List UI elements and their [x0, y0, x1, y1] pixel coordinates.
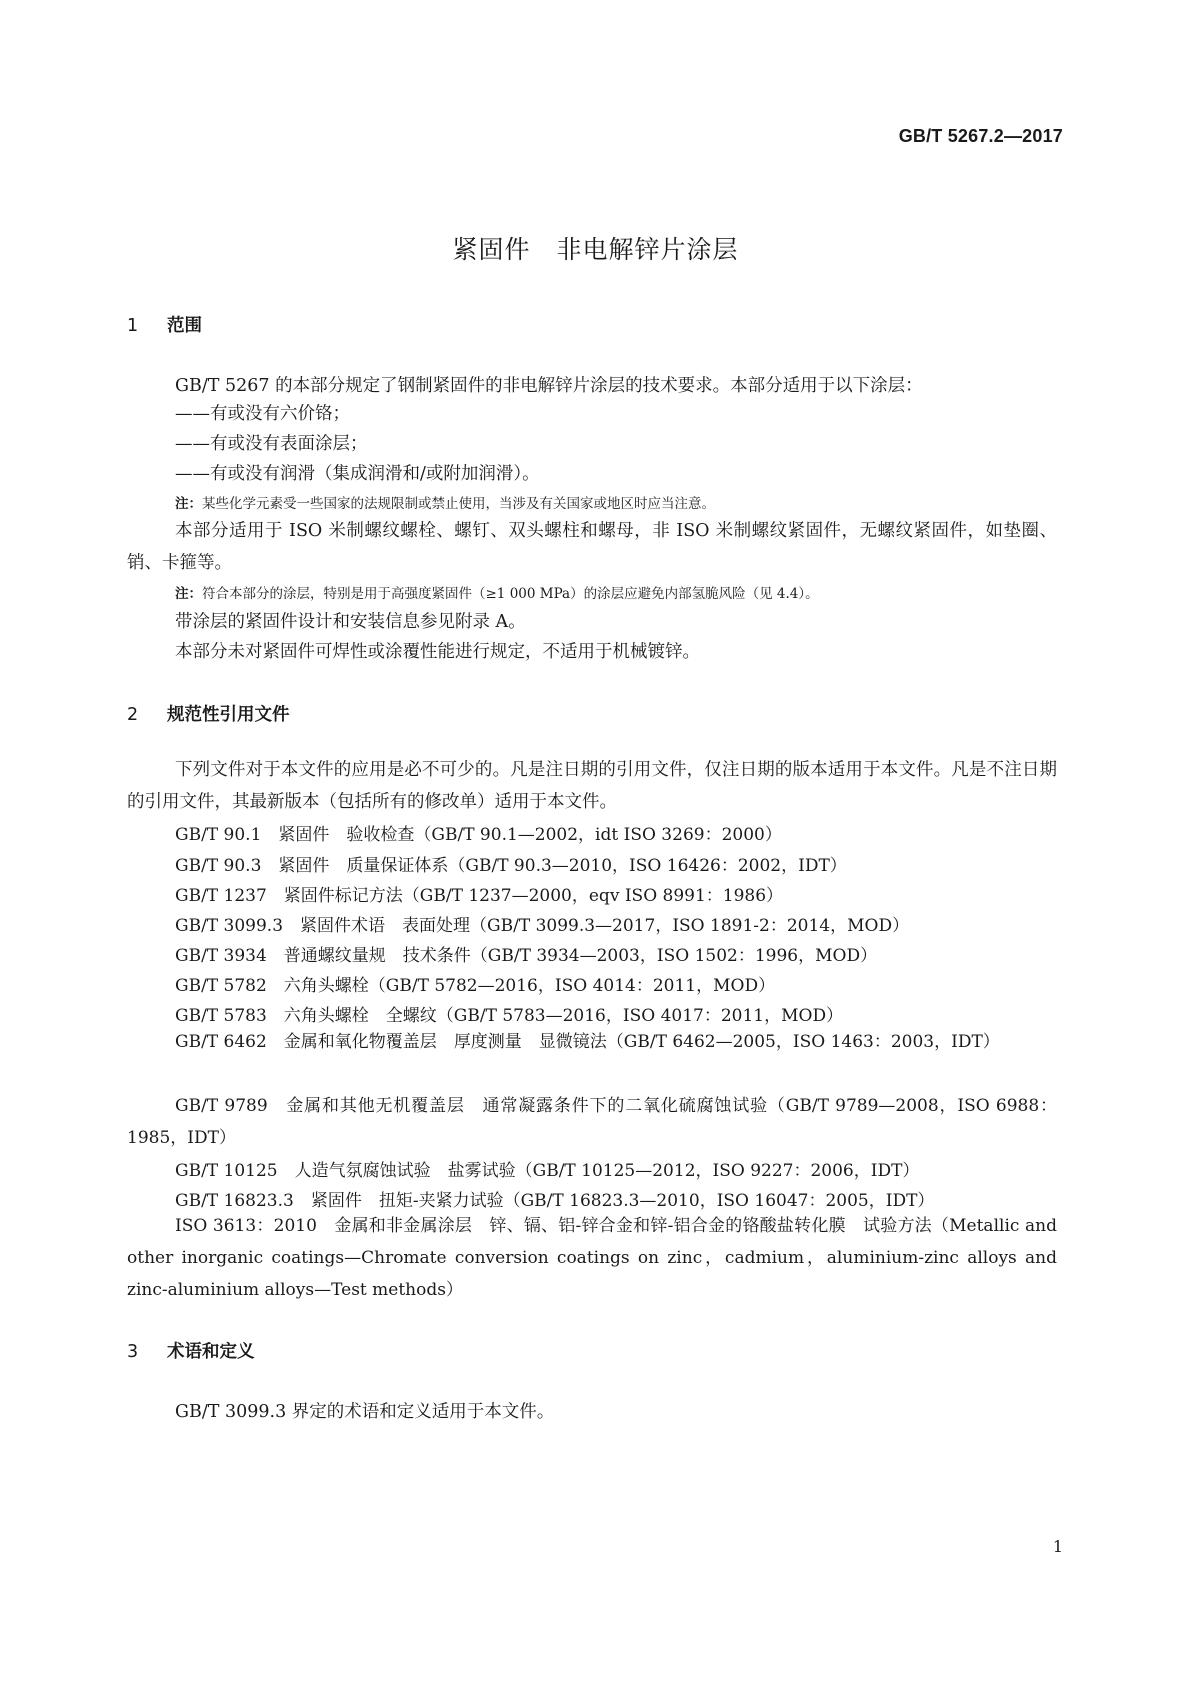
- section-title: 术语和定义: [167, 1342, 255, 1362]
- scope-paragraph: 本部分适用于 ISO 米制螺纹螺栓、螺钉、双头螺柱和螺母，非 ISO 米制螺纹紧固件，无螺纹紧固件，如垫圈、销、卡箍等。: [127, 521, 1057, 573]
- page-number: 1: [1052, 1537, 1063, 1556]
- section-title: 规范性引用文件: [167, 705, 290, 725]
- reference-item: GB/T 5783 六角头螺栓 全螺纹（GB/T 5783—2016，ISO 4017：2011，MOD）: [175, 1006, 844, 1026]
- scope-paragraph: 本部分未对紧固件可焊性或涂覆性能进行规定，不适用于机械镀锌。: [175, 642, 700, 662]
- note-text: 符合本部分的涂层，特别是用于高强度紧固件（≥1 000 MPa）的涂层应避免内部氢脆风险（见 4.4）。: [202, 586, 819, 602]
- section-3-heading: [127, 1338, 255, 1363]
- section-number: 1: [127, 316, 139, 336]
- reference-item: GB/T 1237 紧固件标记方法（GB/T 1237—2000，eqv ISO 8991：1986）: [175, 886, 784, 906]
- note-text: 某些化学元素受一些国家的法规限制或禁止使用，当涉及有关国家或地区时应当注意。: [202, 496, 715, 512]
- reference-item: GB/T 16823.3 紧固件 扭矩-夹紧力试验（GB/T 16823.3—2010，ISO 16047：2005，IDT）: [175, 1191, 935, 1211]
- standard-code: GB/T 5267.2—2017: [898, 126, 1063, 146]
- note-label: 注：: [175, 496, 202, 512]
- reference-item: GB/T 9789 金属和其他无机覆盖层 通常凝露条件下的二氧化硫腐蚀试验（GB/T 9789—2008，ISO 6988：1985，IDT）: [127, 1096, 1057, 1148]
- reference-item: GB/T 90.3 紧固件 质量保证体系（GB/T 90.3—2010，ISO 16426：2002，IDT）: [175, 856, 847, 876]
- list-item: ——有或没有表面涂层；: [175, 434, 368, 454]
- section-title: 范围: [167, 316, 202, 336]
- scope-paragraph: 带涂层的紧固件设计和安装信息参见附录 A。: [175, 612, 526, 632]
- reference-item: GB/T 90.1 紧固件 验收检查（GB/T 90.1—2002，idt ISO 3269：2000）: [175, 825, 782, 845]
- terms-paragraph: GB/T 3099.3 界定的术语和定义适用于本文件。: [175, 1402, 555, 1422]
- section-1-heading: [127, 312, 202, 337]
- note-label: 注：: [175, 586, 202, 602]
- section-number: 2: [127, 705, 139, 725]
- reference-item: GB/T 5782 六角头螺栓（GB/T 5782—2016，ISO 4014：2011，MOD）: [175, 976, 776, 996]
- reference-item: ISO 3613：2010 金属和非金属涂层 锌、镉、铝-锌合金和锌-铝合金的铬酸盐转化膜 试验方法（Metallic and other inorganic coatings—Chromate conversion coatings on zinc，cadmium，aluminium-zinc alloys and zinc-aluminium alloys—Test methods）: [127, 1216, 1057, 1300]
- reference-item: GB/T 10125 人造气氛腐蚀试验 盐雾试验（GB/T 10125—2012，ISO 9227：2006，IDT）: [175, 1161, 920, 1181]
- reference-item: GB/T 3099.3 紧固件术语 表面处理（GB/T 3099.3—2017，ISO 1891-2：2014，MOD）: [175, 916, 910, 936]
- document-title: [0, 230, 1191, 266]
- list-item: ——有或没有六价铬；: [175, 404, 350, 424]
- references-intro: 下列文件对于本文件的应用是必不可少的。凡是注日期的引用文件，仅注日期的版本适用于本文件。凡是不注日期的引用文件，其最新版本（包括所有的修改单）适用于本文件。: [127, 760, 1057, 812]
- note: [175, 492, 715, 512]
- title-part-1: 紧固件: [452, 235, 531, 264]
- reference-item: GB/T 6462 金属和氧化物覆盖层 厚度测量 显微镜法（GB/T 6462—2005，ISO 1463：2003，IDT）: [175, 1032, 1000, 1052]
- scope-intro: GB/T 5267 的本部分规定了钢制紧固件的非电解锌片涂层的技术要求。本部分适用于以下涂层：: [175, 376, 923, 396]
- note: [175, 582, 819, 602]
- reference-item: GB/T 3934 普通螺纹量规 技术条件（GB/T 3934—2003，ISO 1502：1996，MOD）: [175, 946, 878, 966]
- title-part-2: 非电解锌片涂层: [556, 235, 739, 264]
- section-2-heading: [127, 701, 290, 726]
- list-item: ——有或没有润滑（集成润滑和/或附加润滑）。: [175, 464, 540, 484]
- section-number: 3: [127, 1342, 139, 1362]
